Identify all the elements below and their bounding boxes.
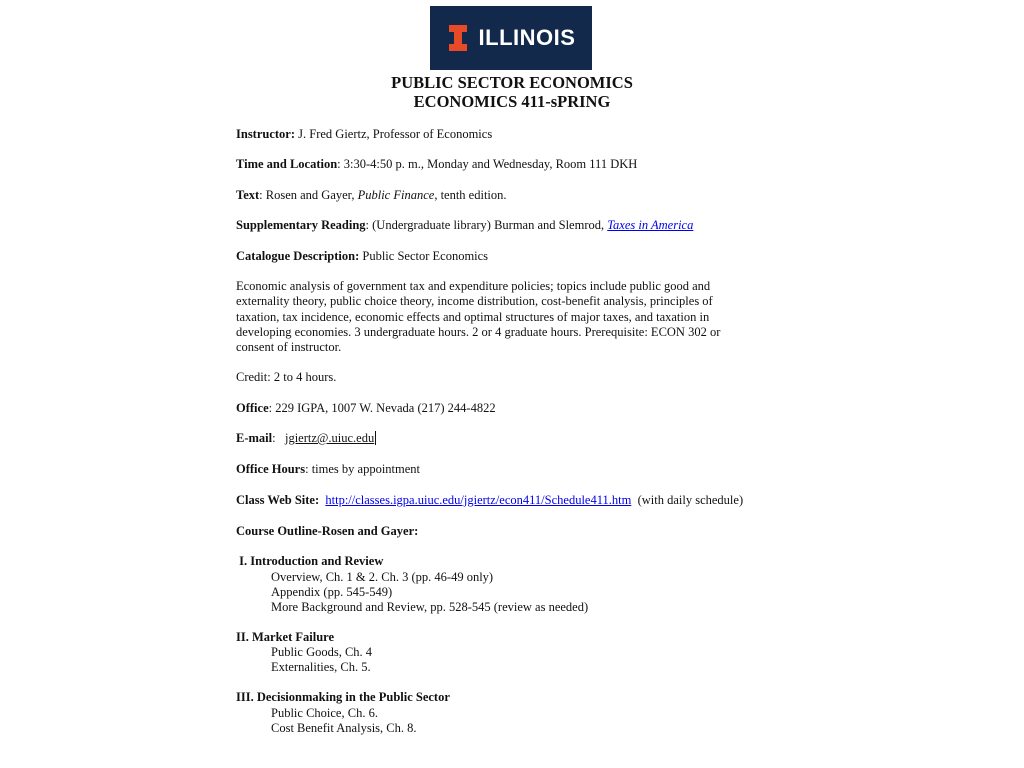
outline-item: Overview, Ch. 1 & 2. Ch. 3 (pp. 46-49 only) (271, 570, 494, 584)
outline-item: Public Choice, Ch. 6. (271, 706, 378, 720)
time-value: : 3:30-4:50 p. m., Monday and Wednesday, Room 111 DKH (337, 157, 638, 171)
credit-line: Credit: 2 to 4 hours. (236, 370, 337, 384)
office-hours-line (236, 462, 420, 477)
outline-item: Externalities, Ch. 5. (271, 660, 371, 674)
instructor-line (236, 127, 492, 142)
section-title: III. Decisionmaking in the Public Sector (236, 690, 450, 704)
description-line: Economic analysis of government tax and expenditure policies; topics include public good and (236, 279, 711, 293)
text-label: Text (236, 188, 260, 202)
catalogue-value: Public Sector Economics (359, 249, 489, 263)
block-i-icon (447, 23, 469, 53)
office-line (236, 401, 496, 416)
time-label: Time and Location (236, 157, 338, 171)
description-line: developing economies. 3 undergraduate hours. 2 or 4 graduate hours. Prerequisite: ECON 302 or (236, 325, 721, 339)
catalogue-line (236, 249, 488, 264)
course-title: PUBLIC SECTOR ECONOMICS (391, 73, 633, 92)
outline-item: Public Goods, Ch. 4 (271, 645, 373, 659)
logo-text: ILLINOIS (478, 25, 576, 50)
email-link[interactable]: jgiertz@.uiuc.edu (284, 431, 375, 445)
outline-item: Cost Benefit Analysis, Ch. 8. (271, 721, 417, 735)
section-title: II. Market Failure (236, 630, 335, 644)
taxes-in-america-link[interactable]: Taxes in America (607, 218, 694, 232)
description-line: externality theory, public choice theory, income distribution, cost-benefit analysis, principles of (236, 294, 713, 308)
description-line: taxation, tax incidence, economic effects and optimal structures of major taxes, and taxation in (236, 310, 710, 324)
office-hours-value: : times by appointment (305, 462, 421, 476)
email-label: E-mail (236, 431, 273, 445)
supp-value: : (Undergraduate library) Burman and Slemrod, (365, 218, 608, 232)
office-value: : 229 IGPA, 1007 W. Nevada (217) 244-4822 (268, 401, 496, 415)
supplementary-line (236, 218, 693, 233)
text-value-pre: : Rosen and Gayer, (259, 188, 358, 202)
outline-heading: Course Outline-Rosen and Gayer: (236, 524, 419, 538)
email-line (236, 431, 376, 446)
section-title: I. Introduction and Review (236, 554, 384, 568)
email-sep: : (272, 431, 285, 445)
web-site-label: Class Web Site: (236, 493, 320, 507)
description-line: consent of instructor. (236, 340, 342, 354)
catalogue-label: Catalogue Description: (236, 249, 360, 263)
time-location-line (236, 157, 637, 172)
text-value-post: , tenth edition. (434, 188, 507, 202)
schedule-link[interactable]: http://classes.igpa.uiuc.edu/jgiertz/econ411/Schedule411.htm (325, 493, 632, 507)
web-site-line (236, 493, 743, 508)
supp-label: Supplementary Reading (236, 218, 366, 232)
web-site-note: (with daily schedule) (631, 493, 744, 507)
outline-item: More Background and Review, pp. 528-545 (review as needed) (271, 600, 589, 614)
office-label: Office (236, 401, 269, 415)
illinois-logo (430, 6, 592, 70)
instructor-value: J. Fred Giertz, Professor of Economics (295, 127, 493, 141)
outline-item: Appendix (pp. 545-549) (271, 585, 393, 599)
instructor-label: Instructor: (236, 127, 296, 141)
course-subtitle: ECONOMICS 411-sPRING (413, 92, 611, 111)
text-book-title: Public Finance (357, 188, 435, 202)
office-hours-label: Office Hours (236, 462, 306, 476)
text-line (236, 188, 507, 203)
